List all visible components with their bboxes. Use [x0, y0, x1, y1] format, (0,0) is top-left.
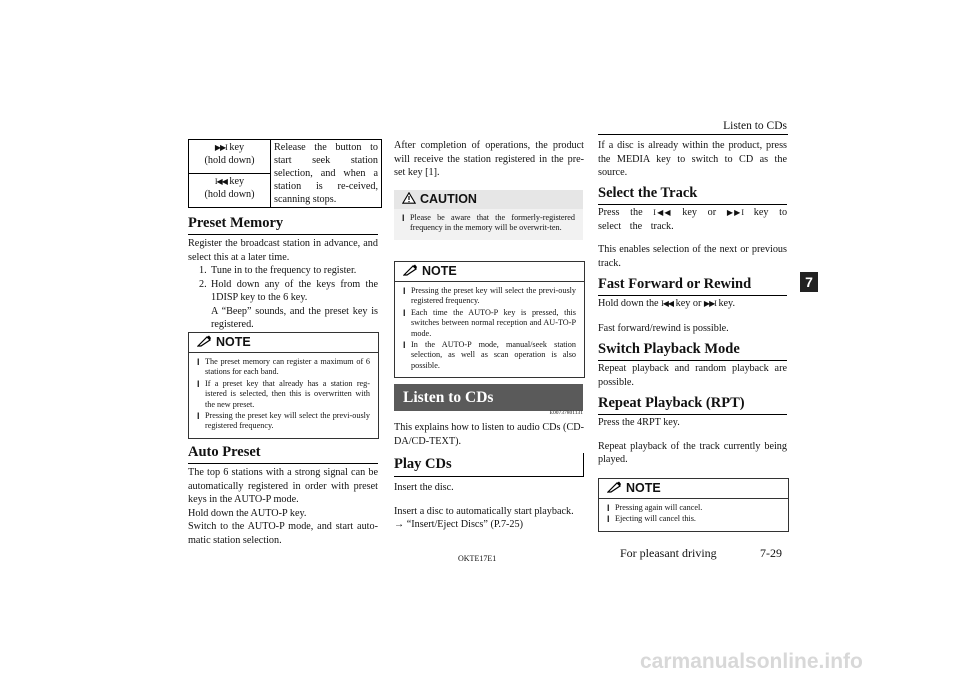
- after-completion-text: After completion of operations, the product will receive the station registered in the pre-set key [1].: [394, 140, 584, 178]
- note-body: [599, 499, 788, 531]
- note-icon: [197, 335, 212, 350]
- note-item: l The preset memory can register a maximum of 6 stations for each band.: [197, 357, 370, 377]
- ff-rewind-text: Hold down the I◀◀ key or ▶▶I key.: [598, 298, 736, 309]
- note-title: NOTE: [216, 335, 251, 350]
- note-box: [598, 478, 789, 532]
- caution-item: l Please be aware that the formerly-registered frequency in the memory will be overwrit-ten.: [402, 213, 575, 233]
- step-number: 2.: [199, 278, 207, 290]
- caution-header: [394, 190, 583, 209]
- step-number: 1.: [199, 265, 207, 276]
- ff-rewind-heading: Fast Forward or Rewind: [598, 276, 787, 296]
- key-cell: [189, 174, 271, 208]
- ff-rewind-section: [598, 297, 787, 335]
- caution-box: [394, 190, 583, 240]
- play-cds-line: Insert the disc.: [394, 482, 454, 493]
- note-item: l In the AUTO-P mode, manual/seek station selection, as well as scan operation is also possible.: [403, 340, 576, 370]
- select-track-heading: Select the Track: [598, 185, 787, 205]
- play-cds-heading: Play CDs: [394, 453, 584, 477]
- key-label: key: [229, 142, 245, 153]
- select-track-text: Press the I◀◀ key or ▶▶I key to select the track.: [598, 207, 788, 232]
- note-title: NOTE: [626, 481, 661, 496]
- preset-memory-section: [188, 237, 378, 332]
- watermark: carmanualsonline.info: [640, 650, 863, 673]
- step-item: [188, 264, 378, 278]
- repeat-line: Repeat playback of the track currently being played.: [598, 440, 787, 465]
- auto-preset-heading: Auto Preset: [188, 444, 378, 464]
- repeat-heading: Repeat Playback (RPT): [598, 395, 787, 415]
- note-header: [599, 479, 788, 499]
- footer-section: For pleasant driving: [620, 546, 717, 560]
- section-code: E00737801131: [549, 410, 583, 416]
- note-header: [395, 262, 584, 282]
- step-item: [188, 278, 378, 305]
- key-sub-label: (hold down): [204, 189, 255, 200]
- note-item: l If a preset key that already has a station reg-istered is selected, then this is overwritten with the new preset.: [197, 378, 370, 409]
- note-header: [189, 333, 378, 353]
- note-icon: [607, 481, 622, 496]
- running-header: Listen to CDs: [723, 120, 787, 132]
- auto-preset-text: The top 6 stations with a strong signal can be automatically registered in order with preset keys in the AUTO-P mode.: [188, 467, 378, 505]
- key-table-row: [189, 140, 382, 174]
- preset-memory-heading: Preset Memory: [188, 215, 378, 235]
- play-cds-line: Insert a disc to automatically start playback.: [394, 505, 574, 517]
- key-desc: Release the button to start seek station selection, and when a station is re-ceived, scanning stops.: [271, 140, 382, 208]
- note-body: [395, 282, 584, 377]
- note-body: [189, 353, 378, 438]
- switch-mode-text: Repeat playback and random playback are possible.: [598, 363, 787, 388]
- page-number: 7-29: [760, 546, 782, 560]
- next-track-icon: ▶▶I: [214, 143, 227, 152]
- preset-intro: Register the broadcast station in advance, and select this at a later time.: [188, 238, 378, 263]
- key-label: key: [229, 176, 245, 187]
- chapter-tab: 7: [800, 272, 818, 292]
- listen-cds-text: This explains how to listen to audio CDs (CD-DA/CD-TEXT).: [394, 422, 584, 447]
- note-item: l Pressing again will cancel.: [607, 503, 703, 513]
- select-track-desc: This enables selection of the next or previous track.: [598, 244, 787, 269]
- play-cds-section: [394, 481, 584, 532]
- note-box: [394, 261, 585, 378]
- prev-track-icon: I◀◀: [661, 299, 674, 308]
- step-text: Hold down any of the keys from the 1DISP key to the 6 key.: [211, 278, 378, 303]
- repeat-line: Press the 4RPT key.: [598, 417, 680, 428]
- note-item: l Pressing the preset key will select the previ-ously registered frequency.: [403, 286, 576, 306]
- warning-icon: [402, 192, 416, 207]
- auto-preset-line: Hold down the AUTO-P key.: [188, 507, 307, 519]
- next-track-icon: ▶▶I: [726, 208, 744, 217]
- listen-cds-section-bar: Listen to CDs: [394, 384, 583, 411]
- ff-rewind-desc: Fast forward/rewind is possible.: [598, 322, 729, 334]
- note-box: [188, 332, 379, 439]
- switch-mode-heading: Switch Playback Mode: [598, 341, 787, 361]
- note-item: l Pressing the preset key will select the previ-ously registered frequency.: [197, 411, 370, 431]
- next-track-icon: ▶▶I: [703, 299, 716, 308]
- key-sub-label: (hold down): [204, 155, 255, 166]
- footer-code: OKTE17E1: [458, 554, 497, 563]
- repeat-section: [598, 416, 787, 467]
- note-icon: [403, 264, 418, 279]
- header-rule: [598, 134, 788, 135]
- step-text: Tune in to the frequency to register.: [211, 265, 357, 276]
- prev-track-icon: I◀◀: [653, 208, 672, 217]
- auto-preset-line: Switch to the AUTO-P mode, and start auto-matic station selection.: [188, 521, 378, 546]
- key-table: [188, 139, 382, 208]
- auto-preset-section: [188, 466, 378, 547]
- note-item: l Ejecting will cancel this.: [607, 514, 696, 525]
- caution-body: [394, 209, 583, 240]
- prev-track-icon: I◀◀: [214, 177, 227, 186]
- note-title: NOTE: [422, 264, 457, 279]
- caution-title: CAUTION: [420, 192, 477, 207]
- step-extra: A “Beep” sounds, and the preset key is registered.: [211, 305, 378, 330]
- select-track-section: [598, 206, 787, 270]
- cross-reference-link[interactable]: → “Insert/Eject Discs” (P.7-25): [394, 519, 524, 530]
- note-item: l Each time the AUTO-P key is pressed, this switches between normal reception and AU-TO-P mode.: [403, 307, 576, 338]
- key-cell: [189, 140, 271, 174]
- right-intro: If a disc is already within the product, press the MEDIA key to switch to CD as the source.: [598, 140, 787, 178]
